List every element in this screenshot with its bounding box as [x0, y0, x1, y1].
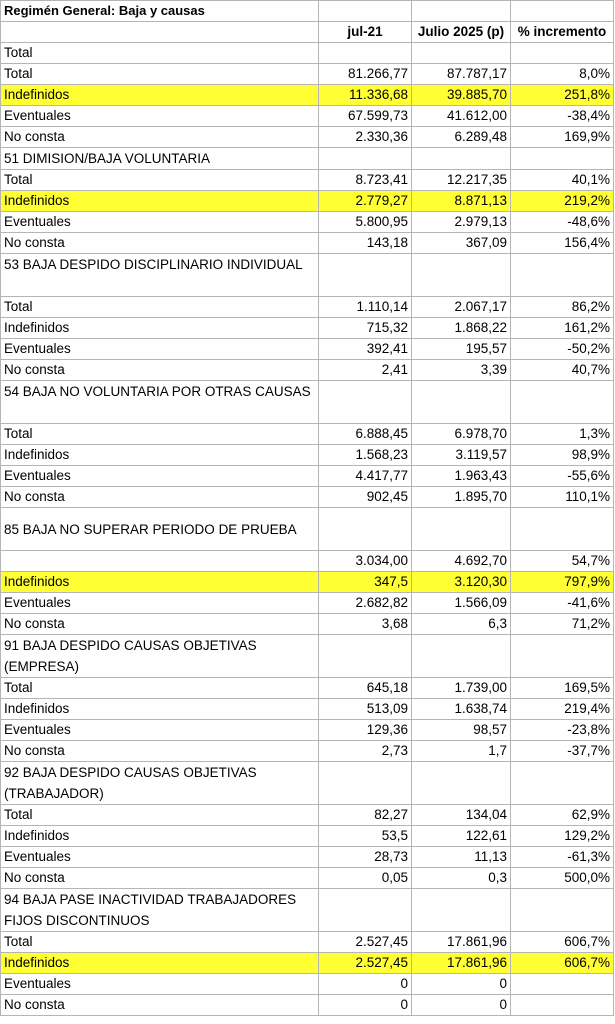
- table-row: [1, 318, 614, 339]
- row-label: No consta: [1, 995, 319, 1016]
- value-julio-2025: 0,3: [412, 868, 511, 889]
- row-label: Eventuales: [1, 593, 319, 614]
- value-jul-21: 902,45: [319, 487, 412, 508]
- value-julio-2025: [412, 43, 511, 64]
- value-jul-21: 82,27: [319, 805, 412, 826]
- value-julio-2025: 134,04: [412, 805, 511, 826]
- value-julio-2025: 6.289,48: [412, 127, 511, 148]
- table-row: [1, 699, 614, 720]
- row-label: Total: [1, 43, 319, 64]
- value-julio-2025: 1.963,43: [412, 466, 511, 487]
- row-label: Eventuales: [1, 720, 319, 741]
- value-incremento: 1,3%: [511, 424, 614, 445]
- value-incremento: [511, 254, 614, 297]
- table-row: [1, 826, 614, 847]
- row-label: No consta: [1, 487, 319, 508]
- value-julio-2025: 41.612,00: [412, 106, 511, 127]
- value-jul-21: 645,18: [319, 678, 412, 699]
- table-row: [1, 868, 614, 889]
- value-incremento: 797,9%: [511, 572, 614, 593]
- row-label: Total: [1, 678, 319, 699]
- row-label: Total: [1, 932, 319, 953]
- value-incremento: 169,9%: [511, 127, 614, 148]
- row-label: Indefinidos: [1, 85, 319, 106]
- value-julio-2025: 6,3: [412, 614, 511, 635]
- value-jul-21: 0,05: [319, 868, 412, 889]
- value-incremento: [511, 974, 614, 995]
- value-incremento: 98,9%: [511, 445, 614, 466]
- table-row: [1, 85, 614, 106]
- value-incremento: -41,6%: [511, 593, 614, 614]
- value-incremento: -61,3%: [511, 847, 614, 868]
- value-incremento: -38,4%: [511, 106, 614, 127]
- value-incremento: [511, 995, 614, 1016]
- value-incremento: 251,8%: [511, 85, 614, 106]
- title-empty-cell: [511, 1, 614, 22]
- title-empty-cell: [319, 1, 412, 22]
- value-incremento: 156,4%: [511, 233, 614, 254]
- value-jul-21: 1.110,14: [319, 297, 412, 318]
- value-julio-2025: [412, 762, 511, 805]
- table-row: [1, 678, 614, 699]
- row-label: Indefinidos: [1, 699, 319, 720]
- value-jul-21: 4.417,77: [319, 466, 412, 487]
- value-julio-2025: 3,39: [412, 360, 511, 381]
- header-incremento: % incremento: [511, 22, 614, 43]
- value-jul-21: 2.779,27: [319, 191, 412, 212]
- value-julio-2025: 11,13: [412, 847, 511, 868]
- value-jul-21: 8.723,41: [319, 170, 412, 191]
- table-row: [1, 635, 614, 678]
- value-jul-21: 3,68: [319, 614, 412, 635]
- table-row: [1, 551, 614, 572]
- row-label: Total: [1, 297, 319, 318]
- value-julio-2025: 195,57: [412, 339, 511, 360]
- row-label: Eventuales: [1, 212, 319, 233]
- value-julio-2025: 12.217,35: [412, 170, 511, 191]
- value-jul-21: 2,73: [319, 741, 412, 762]
- value-jul-21: 715,32: [319, 318, 412, 339]
- table-row: [1, 466, 614, 487]
- value-jul-21: [319, 254, 412, 297]
- value-incremento: -37,7%: [511, 741, 614, 762]
- header-row: [1, 22, 614, 43]
- table-row: [1, 995, 614, 1016]
- value-jul-21: 0: [319, 974, 412, 995]
- value-incremento: [511, 635, 614, 678]
- value-julio-2025: 0: [412, 974, 511, 995]
- value-incremento: -50,2%: [511, 339, 614, 360]
- row-label: 54 BAJA NO VOLUNTARIA POR OTRAS CAUSAS: [1, 381, 319, 424]
- table-row: [1, 339, 614, 360]
- table-row: [1, 43, 614, 64]
- value-incremento: 129,2%: [511, 826, 614, 847]
- value-julio-2025: [412, 148, 511, 170]
- value-incremento: 606,7%: [511, 932, 614, 953]
- value-jul-21: 0: [319, 995, 412, 1016]
- value-incremento: 40,7%: [511, 360, 614, 381]
- value-jul-21: 2.682,82: [319, 593, 412, 614]
- row-label: Eventuales: [1, 466, 319, 487]
- table-row: [1, 127, 614, 148]
- value-julio-2025: 87.787,17: [412, 64, 511, 85]
- table-title: Regimén General: Baja y causas: [1, 1, 319, 22]
- header-jul-21: jul-21: [319, 22, 412, 43]
- table-row: [1, 233, 614, 254]
- value-incremento: 219,2%: [511, 191, 614, 212]
- value-incremento: 40,1%: [511, 170, 614, 191]
- value-jul-21: 2.527,45: [319, 953, 412, 974]
- row-label: Indefinidos: [1, 445, 319, 466]
- row-label: No consta: [1, 127, 319, 148]
- value-julio-2025: 2.979,13: [412, 212, 511, 233]
- value-jul-21: [319, 889, 412, 932]
- table-row: [1, 445, 614, 466]
- value-incremento: 86,2%: [511, 297, 614, 318]
- value-jul-21: 2.330,36: [319, 127, 412, 148]
- value-julio-2025: 17.861,96: [412, 953, 511, 974]
- row-label: No consta: [1, 741, 319, 762]
- table-row: [1, 148, 614, 170]
- table-row: [1, 106, 614, 127]
- value-jul-21: [319, 635, 412, 678]
- table-row: [1, 191, 614, 212]
- row-label: 53 BAJA DESPIDO DISCIPLINARIO INDIVIDUAL: [1, 254, 319, 297]
- value-julio-2025: 1.895,70: [412, 487, 511, 508]
- value-jul-21: 11.336,68: [319, 85, 412, 106]
- row-label: No consta: [1, 233, 319, 254]
- value-julio-2025: 39.885,70: [412, 85, 511, 106]
- row-label: Indefinidos: [1, 191, 319, 212]
- table-row: [1, 424, 614, 445]
- value-julio-2025: 367,09: [412, 233, 511, 254]
- row-label: Total: [1, 170, 319, 191]
- value-incremento: [511, 889, 614, 932]
- row-label: No consta: [1, 614, 319, 635]
- value-julio-2025: 1.739,00: [412, 678, 511, 699]
- value-incremento: 110,1%: [511, 487, 614, 508]
- row-label: Eventuales: [1, 847, 319, 868]
- value-incremento: [511, 43, 614, 64]
- table-row: [1, 974, 614, 995]
- value-jul-21: 81.266,77: [319, 64, 412, 85]
- table-row: [1, 953, 614, 974]
- value-incremento: -23,8%: [511, 720, 614, 741]
- value-incremento: 62,9%: [511, 805, 614, 826]
- value-incremento: -48,6%: [511, 212, 614, 233]
- value-julio-2025: 4.692,70: [412, 551, 511, 572]
- value-incremento: [511, 508, 614, 551]
- table-row: [1, 889, 614, 932]
- value-jul-21: 2,41: [319, 360, 412, 381]
- row-label: 91 BAJA DESPIDO CAUSAS OBJETIVAS (EMPRESA): [1, 635, 319, 678]
- value-julio-2025: 3.120,30: [412, 572, 511, 593]
- table-row: [1, 932, 614, 953]
- value-julio-2025: 122,61: [412, 826, 511, 847]
- value-incremento: 71,2%: [511, 614, 614, 635]
- row-label: 85 BAJA NO SUPERAR PERIODO DE PRUEBA: [1, 508, 319, 551]
- row-label: 92 BAJA DESPIDO CAUSAS OBJETIVAS (TRABAJADOR): [1, 762, 319, 805]
- row-label: Eventuales: [1, 106, 319, 127]
- value-jul-21: 5.800,95: [319, 212, 412, 233]
- value-julio-2025: [412, 254, 511, 297]
- value-jul-21: 347,5: [319, 572, 412, 593]
- value-julio-2025: 1.868,22: [412, 318, 511, 339]
- table-row: [1, 212, 614, 233]
- row-label: No consta: [1, 868, 319, 889]
- table-row: [1, 805, 614, 826]
- row-label: Eventuales: [1, 974, 319, 995]
- value-incremento: 8,0%: [511, 64, 614, 85]
- row-label: Total: [1, 64, 319, 85]
- value-jul-21: 513,09: [319, 699, 412, 720]
- value-incremento: 219,4%: [511, 699, 614, 720]
- value-julio-2025: 6.978,70: [412, 424, 511, 445]
- table-row: [1, 360, 614, 381]
- table-row: [1, 64, 614, 85]
- value-julio-2025: 3.119,57: [412, 445, 511, 466]
- table-row: [1, 720, 614, 741]
- value-julio-2025: 1.566,09: [412, 593, 511, 614]
- value-jul-21: [319, 381, 412, 424]
- value-jul-21: 2.527,45: [319, 932, 412, 953]
- row-label: Total: [1, 805, 319, 826]
- value-incremento: -55,6%: [511, 466, 614, 487]
- value-incremento: 500,0%: [511, 868, 614, 889]
- value-jul-21: 67.599,73: [319, 106, 412, 127]
- value-incremento: 169,5%: [511, 678, 614, 699]
- table-row: [1, 572, 614, 593]
- value-jul-21: [319, 762, 412, 805]
- value-julio-2025: 1,7: [412, 741, 511, 762]
- title-empty-cell: [412, 1, 511, 22]
- value-julio-2025: [412, 508, 511, 551]
- table-row: [1, 847, 614, 868]
- table-title-row: [1, 1, 614, 22]
- row-label: Indefinidos: [1, 572, 319, 593]
- value-julio-2025: [412, 889, 511, 932]
- value-jul-21: 143,18: [319, 233, 412, 254]
- table-row: [1, 170, 614, 191]
- row-label: Indefinidos: [1, 826, 319, 847]
- value-jul-21: [319, 148, 412, 170]
- value-incremento: [511, 148, 614, 170]
- value-julio-2025: [412, 381, 511, 424]
- table-row: [1, 762, 614, 805]
- value-incremento: 161,2%: [511, 318, 614, 339]
- table-row: [1, 614, 614, 635]
- value-incremento: 54,7%: [511, 551, 614, 572]
- value-jul-21: 1.568,23: [319, 445, 412, 466]
- table-row: [1, 593, 614, 614]
- value-jul-21: 53,5: [319, 826, 412, 847]
- table-row: [1, 297, 614, 318]
- value-jul-21: 392,41: [319, 339, 412, 360]
- row-label: Total: [1, 424, 319, 445]
- header-empty-cell: [1, 22, 319, 43]
- value-julio-2025: 17.861,96: [412, 932, 511, 953]
- value-jul-21: 3.034,00: [319, 551, 412, 572]
- value-julio-2025: 2.067,17: [412, 297, 511, 318]
- value-julio-2025: 8.871,13: [412, 191, 511, 212]
- row-label: [1, 551, 319, 572]
- value-julio-2025: 1.638,74: [412, 699, 511, 720]
- table-row: [1, 381, 614, 424]
- value-jul-21: [319, 43, 412, 64]
- value-julio-2025: 0: [412, 995, 511, 1016]
- table-row: [1, 741, 614, 762]
- value-incremento: [511, 762, 614, 805]
- row-label: Indefinidos: [1, 318, 319, 339]
- row-label: Eventuales: [1, 339, 319, 360]
- value-jul-21: 129,36: [319, 720, 412, 741]
- value-jul-21: [319, 508, 412, 551]
- table-row: [1, 254, 614, 297]
- table-row: [1, 508, 614, 551]
- table-row: [1, 487, 614, 508]
- value-julio-2025: 98,57: [412, 720, 511, 741]
- value-jul-21: 28,73: [319, 847, 412, 868]
- row-label: No consta: [1, 360, 319, 381]
- row-label: 51 DIMISION/BAJA VOLUNTARIA: [1, 148, 319, 170]
- row-label: 94 BAJA PASE INACTIVIDAD TRABAJADORES FIJOS DISCONTINUOS: [1, 889, 319, 932]
- value-julio-2025: [412, 635, 511, 678]
- row-label: Indefinidos: [1, 953, 319, 974]
- value-jul-21: 6.888,45: [319, 424, 412, 445]
- value-incremento: [511, 381, 614, 424]
- header-julio-2025: Julio 2025 (p): [412, 22, 511, 43]
- value-incremento: 606,7%: [511, 953, 614, 974]
